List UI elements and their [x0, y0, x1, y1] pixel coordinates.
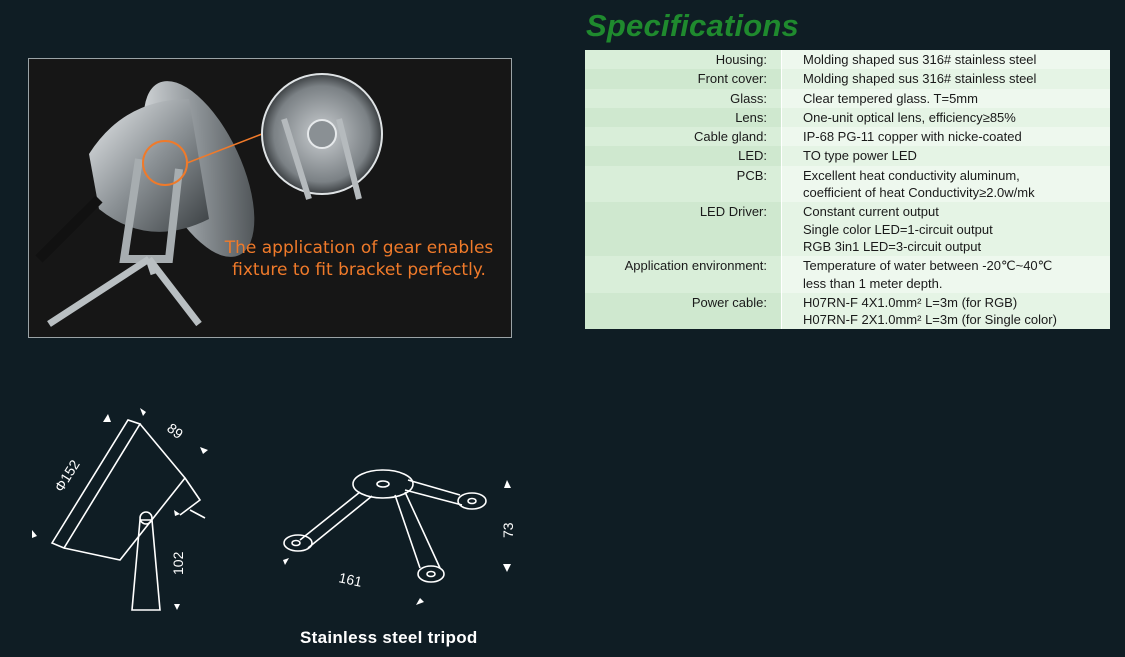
spec-value-line: One-unit optical lens, efficiency≥85%: [803, 109, 1016, 125]
spec-label: Cable gland:: [585, 127, 782, 146]
spec-label: LED:: [585, 146, 782, 165]
specifications-title: Specifications: [586, 8, 799, 43]
spec-row: [585, 146, 1110, 165]
spec-value: [782, 89, 1111, 108]
spec-row: [585, 202, 1110, 256]
spec-row: [585, 69, 1110, 88]
specifications-table: [585, 50, 1110, 329]
product-photo-panel: [28, 58, 512, 338]
spec-value: [782, 166, 1111, 203]
spec-value-line: coefficient of heat Conductivity≥2.0w/mk: [803, 185, 1035, 201]
tripod-label: Stainless steel tripod: [300, 628, 478, 647]
spec-label: Glass:: [585, 89, 782, 108]
lamp-body-outline: [64, 424, 185, 560]
spec-value: [782, 108, 1111, 127]
spec-value-line: Constant current output: [803, 204, 939, 220]
spec-label: PCB:: [585, 166, 782, 203]
spec-value-line: H07RN-F 4X1.0mm² L=3m (for RGB): [803, 294, 1018, 310]
spec-row: [585, 108, 1110, 127]
spec-row: [585, 127, 1110, 146]
caption-line-1: The application of gear enables: [224, 238, 494, 258]
dim-depth: 89: [164, 419, 187, 442]
spec-row: [585, 50, 1110, 69]
spec-label: Lens:: [585, 108, 782, 127]
product-photo-illustration: [29, 59, 511, 337]
spec-value: [782, 146, 1111, 165]
spec-value-line: Temperature of water between -20℃~40℃: [803, 258, 1053, 274]
spec-value: [782, 202, 1111, 256]
dim-diameter: Φ152: [50, 456, 83, 495]
spec-value-line: Clear tempered glass. T=5mm: [803, 90, 978, 106]
lamp-dimension-drawing: [52, 420, 205, 610]
lamp-dimension-arrows: [32, 408, 208, 610]
spec-value-line: Excellent heat conductivity aluminum,: [803, 167, 1020, 183]
spec-value: [782, 69, 1111, 88]
spec-row: [585, 256, 1110, 293]
spec-value-line: H07RN-F 2X1.0mm² L=3m (for Single color): [803, 312, 1057, 328]
spec-label: Application environment:: [585, 256, 782, 293]
dim-height: 102: [170, 551, 186, 575]
spec-label: Power cable:: [585, 293, 782, 330]
spec-row: [585, 293, 1110, 330]
spec-label: LED Driver:: [585, 202, 782, 256]
tripod-leg-front: [395, 492, 440, 568]
spec-value: [782, 50, 1111, 69]
technical-drawings: [0, 400, 560, 630]
spec-value-line: RGB 3in1 LED=3-circuit output: [803, 238, 982, 254]
dim-tripod-height: 73: [500, 522, 516, 538]
spec-label: Front cover:: [585, 69, 782, 88]
spec-value-line: Single color LED=1-circuit output: [803, 221, 993, 237]
spec-value-line: less than 1 meter depth.: [803, 275, 943, 291]
spec-row: [585, 166, 1110, 203]
dim-tripod-width: 161: [337, 569, 364, 590]
spec-value: [782, 256, 1111, 293]
lamp-cable-stub: [190, 510, 205, 518]
spec-value-line: Molding shaped sus 316# stainless steel: [803, 71, 1037, 87]
power-cable: [39, 199, 99, 259]
spec-value: [782, 127, 1111, 146]
lamp-bracket-outline: [132, 520, 160, 610]
tripod-dimension-drawing: [284, 470, 486, 582]
spec-value-line: IP-68 PG-11 copper with nicke-coated: [803, 129, 1022, 145]
spec-value-line: TO type power LED: [803, 148, 917, 164]
spec-label: Housing:: [585, 50, 782, 69]
caption-line-2: fixture to fit bracket perfectly.: [232, 260, 486, 280]
gear-caption: [209, 237, 509, 281]
spec-row: [585, 89, 1110, 108]
spec-value-line: Molding shaped sus 316# stainless steel: [803, 52, 1037, 67]
tripod-legs: [49, 259, 199, 324]
spec-value: [782, 293, 1111, 330]
lamp-housing: [89, 99, 209, 232]
